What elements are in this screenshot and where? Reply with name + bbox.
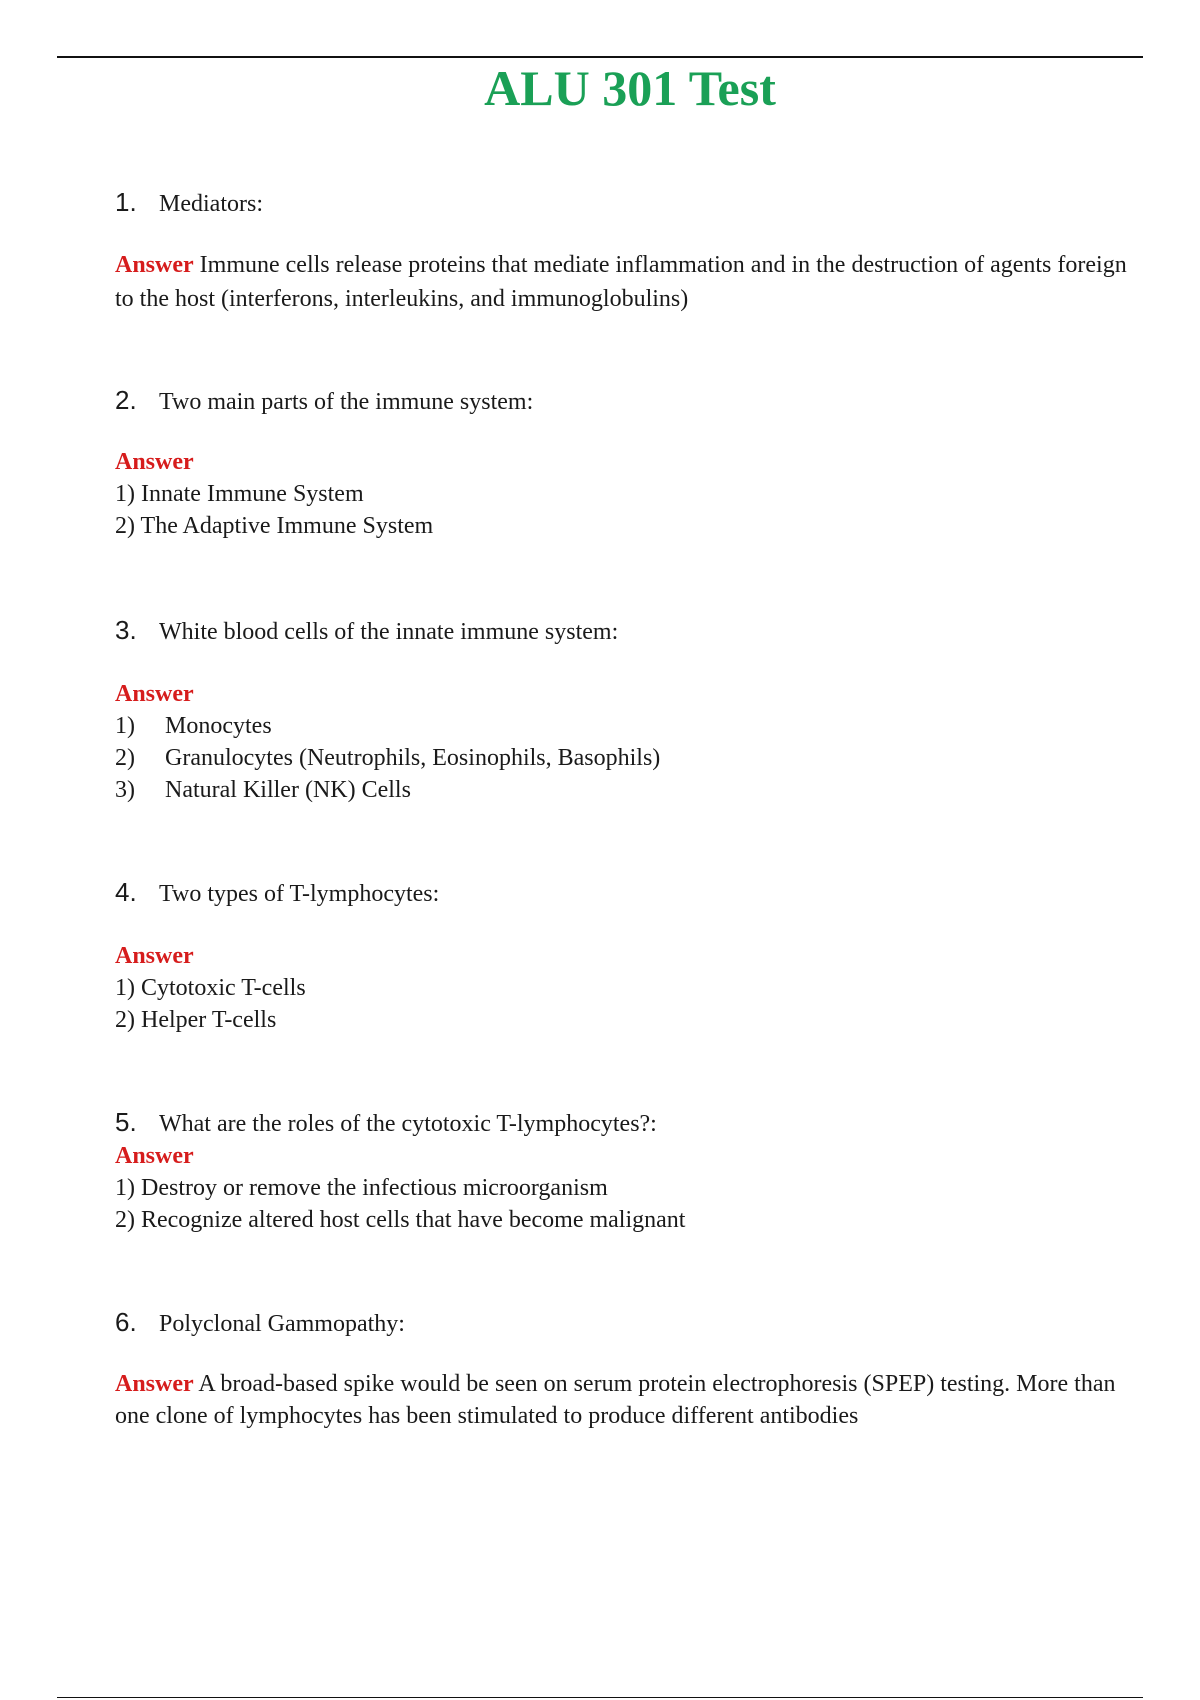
question-4-prompt [115, 876, 1145, 910]
question-text: Polyclonal Gammopathy: [159, 1311, 405, 1337]
answer-label: Answer [115, 943, 194, 969]
question-number: 1. [115, 187, 137, 217]
question-3-answer-heading [115, 678, 1145, 710]
question-6-prompt [115, 1306, 1145, 1340]
item-number: 2) [115, 745, 135, 771]
question-3-answer-list [115, 710, 1145, 806]
item-number: 1) [115, 713, 135, 739]
question-5-answer-list [115, 1172, 1145, 1236]
question-text: Mediators: [159, 191, 263, 217]
question-number: 6. [115, 1307, 137, 1337]
question-5-prompt [115, 1106, 1145, 1140]
item-text: Monocytes [165, 713, 272, 739]
question-number: 3. [115, 615, 137, 645]
question-text: White blood cells of the innate immune system: [159, 619, 619, 645]
list-item: 2) Helper T-cells [115, 1007, 277, 1033]
bottom-rule [57, 1697, 1143, 1698]
answer-text: Immune cells release proteins that mediate inflammation and in the destruction of agents foreign to the host (interferons, interleukins, and immunoglobulins) [115, 252, 1127, 312]
list-item: 2) The Adaptive Immune System [115, 513, 434, 539]
question-5 [115, 1106, 1145, 1236]
question-number: 2. [115, 385, 137, 415]
question-3-prompt [115, 614, 1145, 648]
list-item: 1) Destroy or remove the infectious microorganism [115, 1175, 608, 1201]
question-1-prompt [115, 186, 1145, 220]
question-2-answer-heading [115, 446, 1145, 478]
question-number: 5. [115, 1107, 137, 1137]
answer-label: Answer [115, 681, 194, 707]
question-text: Two main parts of the immune system: [159, 389, 534, 415]
question-1-answer [115, 248, 1145, 316]
list-item: 2) Recognize altered host cells that have become malignant [115, 1207, 686, 1233]
question-1 [115, 186, 1145, 316]
question-2 [115, 384, 1145, 542]
document-title: ALU 301 Test [484, 60, 776, 116]
question-6-answer [115, 1368, 1145, 1432]
list-item: 1) Cytotoxic T-cells [115, 975, 306, 1001]
question-4 [115, 876, 1145, 1036]
question-2-answer-list [115, 478, 1145, 542]
question-3 [115, 614, 1145, 806]
item-text: Granulocytes (Neutrophils, Eosinophils, Basophils) [165, 745, 661, 771]
question-5-answer-heading [115, 1140, 1145, 1172]
item-number: 3) [115, 777, 135, 803]
question-4-answer-list [115, 972, 1145, 1036]
list-item [115, 774, 1145, 806]
item-text: Natural Killer (NK) Cells [165, 777, 411, 803]
answer-label: Answer [115, 449, 194, 475]
list-item [115, 742, 1145, 774]
answer-label: Answer [115, 1371, 194, 1397]
question-6 [115, 1306, 1145, 1432]
question-text: Two types of T-lymphocytes: [159, 881, 440, 907]
list-item [115, 710, 1145, 742]
question-4-answer-heading [115, 940, 1145, 972]
list-item: 1) Innate Immune System [115, 481, 364, 507]
answer-label: Answer [115, 1143, 194, 1169]
answer-label: Answer [115, 252, 194, 278]
question-2-prompt [115, 384, 1145, 418]
question-number: 4. [115, 877, 137, 907]
question-text: What are the roles of the cytotoxic T-lymphocytes?: [159, 1111, 657, 1137]
answer-text: A broad-based spike would be seen on serum protein electrophoresis (SPEP) testing. More than one clone of lymphocytes has been stimulated to produce different antibodies [115, 1371, 1116, 1429]
